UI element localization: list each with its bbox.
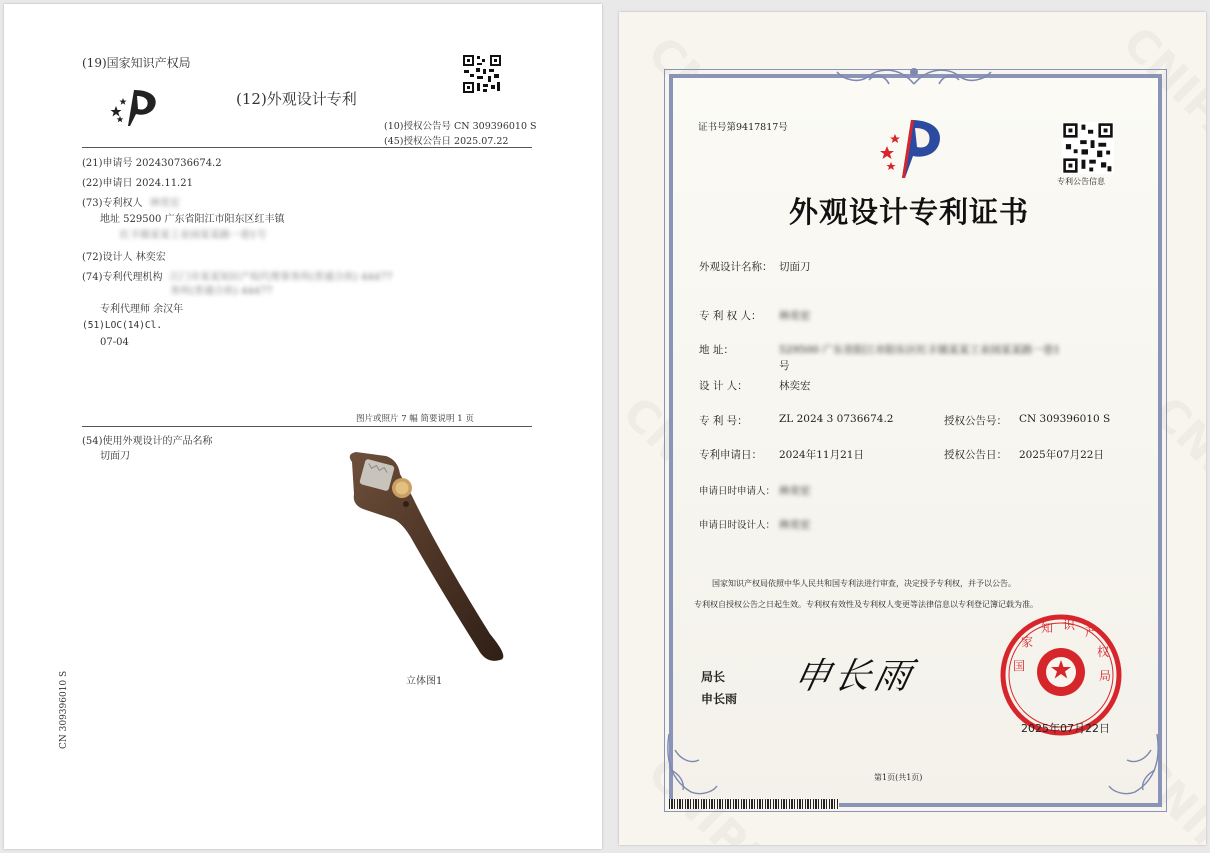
product-name: 切面刀 (100, 451, 130, 462)
cnipa-logo-icon (106, 86, 166, 128)
product-label: (54)使用外观设计的产品名称 (82, 436, 213, 447)
patentee-value: 林奕宏 (150, 198, 180, 209)
svg-text:国: 国 (1013, 659, 1026, 673)
applicant-label: 申请日时申请人： (699, 486, 776, 497)
designer-value: 林奕宏 (779, 380, 811, 392)
loc-value: 07-04 (100, 337, 129, 348)
address-line-2: 号 (779, 360, 790, 372)
patentee-value: 林奕宏 (779, 310, 811, 322)
header-divider (82, 147, 532, 148)
barcode (669, 799, 839, 809)
publication-date: (45)授权公告日 2025.07.22 (384, 136, 509, 147)
qr-code-icon (462, 54, 502, 94)
official-seal-icon (993, 612, 1129, 740)
patentee-label: (73)专利权人 (82, 198, 143, 209)
agency-value: 江门市某某知识产权代理事务所(普通合伙) 44477 (170, 272, 393, 283)
director-signature: 申长雨 (790, 656, 919, 697)
figure-caption: 立体图1 (406, 676, 443, 687)
patent-agent: 专利代理师 余汉年 (100, 304, 184, 315)
publication-date-value: 2025年07月22日 (1019, 449, 1104, 461)
qr-caption: 专利公告信息 (1057, 177, 1105, 186)
patentee-label: 专 利 权 人： (699, 310, 762, 322)
svg-text:识: 识 (1063, 618, 1076, 632)
designer: (72)设计人 林奕宏 (82, 252, 166, 263)
office-name: (19)国家知识产权局 (82, 56, 191, 70)
corner-ornament-icon (1105, 730, 1165, 800)
design-name-label: 外观设计名称： (699, 261, 773, 273)
document-type: (12)外观设计专利 (236, 90, 357, 108)
publication-date-label: 授权公告日： (944, 449, 1007, 461)
patent-publication-page (4, 4, 602, 849)
loc-classification: (51)LOC(14)Cl. (82, 320, 163, 331)
top-ornament-icon (829, 64, 999, 90)
certificate-title: 外观设计专利证书 (789, 195, 1030, 229)
publication-number-value: CN 309396010 S (1019, 413, 1111, 425)
publication-number: (10)授权公告号 CN 309396010 S (384, 121, 537, 132)
filing-date: (22)申请日 2024.11.21 (82, 178, 193, 189)
designer-label: 设 计 人： (699, 380, 748, 392)
knife-product-image (340, 444, 516, 666)
application-number: (21)申请号 202430736674.2 (82, 158, 222, 169)
patent-number-value: ZL 2024 3 0736674.2 (779, 413, 894, 425)
director-title: 局长 (701, 670, 726, 684)
address-label: 地 址： (699, 344, 734, 356)
svg-text:局: 局 (1099, 669, 1112, 683)
design-name-value: 切面刀 (779, 261, 811, 273)
agency-line-2: 务所(普通合伙) 44477 (170, 286, 273, 297)
patent-number-label: 专 利 号： (699, 415, 748, 427)
svg-text:权: 权 (1097, 645, 1110, 659)
director-name: 申长雨 (701, 692, 738, 706)
filing-date-label: 专利申请日： (699, 449, 762, 461)
application-designer-label: 申请日时设计人： (699, 520, 776, 531)
qr-code-icon (1062, 122, 1114, 174)
section-divider (82, 426, 532, 427)
grant-statement-2: 专利权自授权公告之日起生效。专利权有效性及专利权人变更等法律信息以专利登记簿记载为准。 (694, 600, 1038, 609)
cnipa-logo-icon (869, 116, 959, 180)
filing-date-value: 2024年11月21日 (779, 449, 864, 461)
grant-statement-1: 国家知识产权局依照中华人民共和国专利法进行审查，决定授予专利权，并予以公告。 (712, 579, 1016, 588)
patent-certificate (619, 12, 1206, 845)
svg-text:2025年07月22日: 2025年07月22日 (1021, 722, 1110, 735)
certificate-number: 证书号第9417817号 (698, 122, 788, 133)
svg-text:家: 家 (1021, 635, 1034, 649)
svg-text:知: 知 (1041, 621, 1054, 635)
address-line: 地址 529500 广东省阳江市阳东区红丰镇 (100, 214, 285, 225)
applicant-value: 林奕宏 (779, 485, 811, 497)
page-note: 第1页(共1页) (874, 773, 923, 782)
pages-note: 图片或照片 7 幅 简要说明 1 页 (356, 414, 474, 424)
address-value: 529500 广东省阳江市阳东区红丰镇某某工业园某某路一巷1 (779, 344, 1061, 356)
corner-ornament-icon (661, 730, 721, 800)
address-line-2: 红丰镇某某工业园某某路一巷1号 (120, 230, 267, 241)
publication-number-label: 授权公告号： (944, 415, 1007, 427)
svg-text:产: 产 (1085, 625, 1098, 639)
agency-label: (74)专利代理机构 (82, 272, 163, 283)
side-publication-number: CN 309396010 S (59, 670, 69, 749)
application-designer-value: 林奕宏 (779, 519, 811, 531)
